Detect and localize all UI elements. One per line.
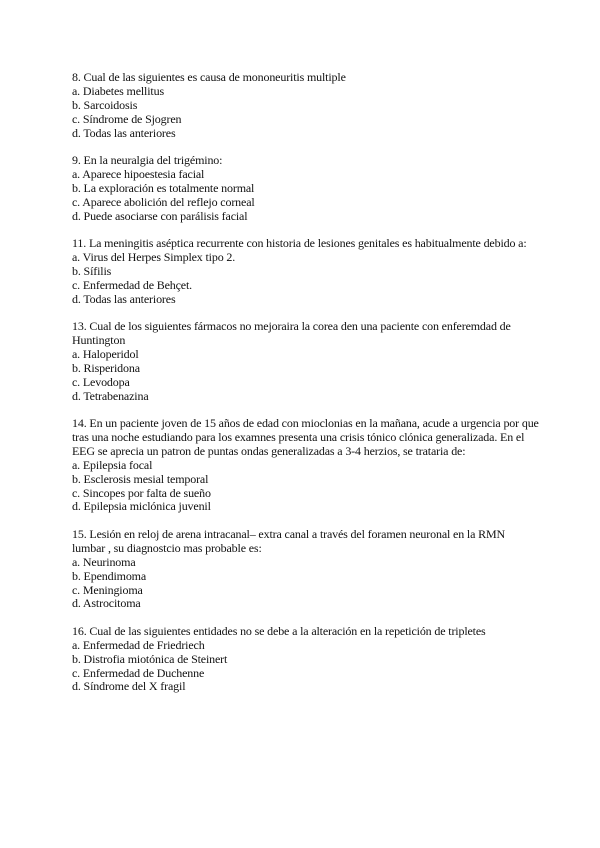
question-8 xyxy=(72,71,540,141)
option-c: c. Enfermedad de Behçet. xyxy=(72,277,193,292)
option-a: a. Enfermedad de Friedriech xyxy=(72,637,205,652)
option-a: a. Virus del Herpes Simplex tipo 2. xyxy=(72,249,236,264)
option-d: d. Todas las anteriores xyxy=(72,291,176,306)
option-d: d. Puede asociarse con parálisis facial xyxy=(72,208,248,223)
option-c: c. Síndrome de Sjogren xyxy=(72,111,182,126)
option-b: b. Risperidona xyxy=(72,360,140,375)
question-16 xyxy=(72,625,540,695)
option-b: b. La exploración es totalmente normal xyxy=(72,180,255,195)
question-stem: 14. En un paciente joven de 15 años de edad con mioclonias en la mañana, acude a urgencia por que tras una noche estudiando para los examnes presenta una crisis tónico clónica generalizada. En el EEG se aprecia un patron de puntas ondas generalizadas a 3-4 herzios, se trataria de: xyxy=(72,416,539,458)
question-11 xyxy=(72,237,540,307)
option-c: c. Sincopes por falta de sueño xyxy=(72,485,211,500)
option-c: c. Levodopa xyxy=(72,374,130,389)
option-b: b. Distrofia miotónica de Steinert xyxy=(72,651,228,666)
option-a: a. Haloperidol xyxy=(72,346,139,361)
question-15 xyxy=(72,528,540,611)
question-stem: 8. Cual de las siguientes es causa de mononeuritis multiple xyxy=(72,70,346,84)
option-d: d. Síndrome del X fragil xyxy=(72,679,186,694)
question-stem: 15. Lesión en reloj de arena intracanal– extra canal a través del foramen neuronal en la RMN lumbar , su diagnostcio mas probable es: xyxy=(72,526,506,555)
option-b: b. Esclerosis mesial temporal xyxy=(72,471,209,486)
question-13 xyxy=(72,320,540,403)
option-c: c. Meningioma xyxy=(72,582,143,597)
question-stem: 11. La meningitis aséptica recurrente con historia de lesiones genitales es habitualmente debido a: xyxy=(72,236,527,251)
question-stem: 16. Cual de las siguientes entidades no se debe a la alteración en la repetición de tripletes xyxy=(72,623,486,638)
option-a: a. Diabetes mellitus xyxy=(72,83,164,98)
question-stem: 13. Cual de los siguientes fármacos no mejoraira la corea den una paciente con enferemdad de Huntington xyxy=(72,319,511,347)
option-c: c. Enfermedad de Duchenne xyxy=(72,665,205,680)
option-a: a. Neurinoma xyxy=(72,554,136,569)
question-9 xyxy=(72,154,540,224)
option-d: d. Epilepsia miclónica juvenil xyxy=(72,499,211,514)
option-b: b. Sarcoidosis xyxy=(72,97,138,112)
option-a: a. Aparece hipoestesia facial xyxy=(72,166,205,181)
option-d: d. Astrocitoma xyxy=(72,596,141,611)
question-stem: 9. En la neuralgia del trigémino: xyxy=(72,153,223,168)
question-list xyxy=(72,71,540,708)
option-d: d. Tetrabenazina xyxy=(72,388,149,403)
option-b: b. Sífilis xyxy=(72,263,112,278)
option-b: b. Ependimoma xyxy=(72,568,147,583)
option-d: d. Todas las anteriores xyxy=(72,125,176,140)
option-c: c. Aparece abolición del reflejo corneal xyxy=(72,194,255,209)
question-14 xyxy=(72,417,540,514)
option-a: a. Epilepsia focal xyxy=(72,457,153,472)
